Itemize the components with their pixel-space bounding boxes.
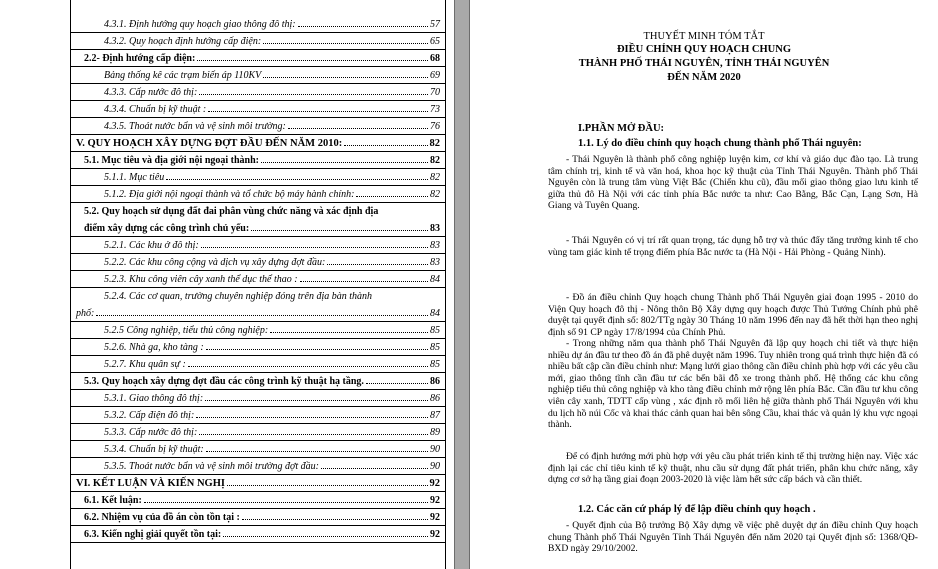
toc-page-number: 92	[430, 495, 440, 506]
toc-entry-title: 5.3. Quy hoạch xây dựng đợt đầu các công trình kỹ thuật hạ tầng.	[84, 376, 364, 387]
toc-page	[0, 0, 454, 569]
page-separator	[454, 0, 470, 569]
toc-entry-title: Bảng thống kê các trạm biến áp 110KV	[104, 70, 262, 81]
toc-dot-leader	[199, 84, 428, 95]
toc-row	[70, 390, 446, 407]
toc-row	[70, 458, 446, 475]
toc-entry-title: 5.2.6. Nhà ga, kho tàng :	[104, 342, 204, 353]
toc-entry-title: 5.1.2. Địa giới nội ngoại thành và tổ chức bộ máy hành chính:	[104, 189, 355, 200]
toc-row	[70, 254, 446, 271]
toc-row	[70, 373, 446, 390]
toc-dot-leader	[251, 220, 428, 231]
toc-row	[70, 169, 446, 186]
toc-entry-title: 5.2.7. Khu quân sự :	[104, 359, 186, 370]
toc-dot-leader	[263, 33, 428, 44]
toc-entry-title: 6.1. Kết luận:	[84, 495, 142, 506]
toc-dot-leader	[188, 356, 428, 367]
paragraph-5: Để có định hướng mới phù hợp với yêu cầu phát triển kinh tế thị trường hiện nay. Việc xác định lại các chỉ tiêu kinh tế kỹ thuật, nhu cầu sử dụng đất phát triển, phân khu chức năng, xây dựng cơ sở hạ tầng giai đoạn 2003-2020 là việc làm hết sức cấp bách và cần thiết.	[548, 451, 918, 486]
toc-entry-title: 4.3.3. Cấp nước đô thị:	[104, 87, 198, 98]
toc-entry-title: VI. KẾT LUẬN VÀ KIẾN NGHỊ	[76, 478, 225, 489]
toc-row	[70, 288, 446, 322]
toc-dot-leader	[223, 526, 428, 537]
toc-dot-leader	[344, 135, 428, 146]
toc-page-number: 82	[430, 155, 440, 166]
toc-dot-leader	[208, 101, 428, 112]
toc-row	[70, 16, 446, 33]
toc-row	[70, 186, 446, 203]
toc-entry-title: 5.3.2. Cấp điện đô thị:	[104, 410, 195, 421]
toc-dot-leader	[199, 424, 428, 435]
toc-entry-title: 2.2- Định hướng cấp điện:	[84, 53, 196, 64]
toc-entry-title-continued: điểm xây dựng các công trình chủ yếu:	[84, 223, 250, 234]
toc-row	[70, 356, 446, 373]
toc-entry-title: 5.3.1. Giao thông đô thị:	[104, 393, 204, 404]
paragraph-3: - Đồ án điều chỉnh Quy hoạch chung Thành phố Thái Nguyên giai đoạn 1995 - 2010 do Viện Quy hoạch đô thị - Nông thôn Bộ Xây dựng quy hoạch được Thủ Tướng Chính phủ phê duyệt tại quyết định số: 802/TTg ngày 30 Tháng 10 năm 1996 đến nay đã hết thời hạn theo nghị định số 91 CP ngày 17/8/1994 của Chính Phủ.	[548, 292, 918, 338]
toc-entry-title: 5.2.5 Công nghiệp, tiểu thủ công nghiệp:	[104, 325, 269, 336]
toc-page-number: 85	[430, 359, 440, 370]
toc-dot-leader	[270, 322, 428, 333]
toc-page-number: 70	[430, 87, 440, 98]
toc-row	[70, 84, 446, 101]
toc-row	[70, 118, 446, 135]
toc-row	[70, 407, 446, 424]
toc-row	[70, 203, 446, 237]
toc-dot-leader	[288, 118, 428, 129]
toc-page-number: 86	[430, 376, 440, 387]
toc-page-number: 89	[430, 427, 440, 438]
toc-row	[70, 509, 446, 526]
toc-row	[70, 526, 446, 543]
toc-dot-leader	[261, 152, 428, 163]
toc-entry-title: 6.2. Nhiệm vụ của đồ án còn tồn tại :	[84, 512, 240, 523]
toc-row	[70, 101, 446, 118]
toc-row	[70, 441, 446, 458]
toc-dot-leader	[366, 373, 428, 384]
toc-entry-title: V. QUY HOẠCH XÂY DỰNG ĐỢT ĐẦU ĐẾN NĂM 2010:	[76, 138, 343, 149]
toc-dot-leader	[201, 237, 428, 248]
toc-dot-leader	[197, 50, 428, 61]
toc-entry-title: 5.3.5. Thoát nước bẩn và vệ sinh môi trường đợt đầu:	[104, 461, 319, 472]
toc-dot-leader	[227, 475, 428, 486]
toc-dot-leader	[327, 254, 428, 265]
toc-entry-title: 5.3.4. Chuẩn bị kỹ thuật:	[104, 444, 204, 455]
toc-entry-title: 4.3.5. Thoát nước bẩn và vệ sinh môi trường:	[104, 121, 286, 132]
toc-page-number: 83	[430, 257, 440, 268]
toc-entry-title: 5.2. Quy hoạch sử dụng đất đai phân vùng chức năng và xác định địa	[84, 206, 379, 217]
toc-row	[70, 50, 446, 67]
toc-row	[70, 475, 446, 492]
doc-header-line-3: THÀNH PHỐ THÁI NGUYÊN, TỈNH THÁI NGUYÊN	[578, 58, 830, 69]
toc-dot-leader	[96, 305, 428, 316]
toc-row	[70, 135, 446, 152]
toc-page-number: 87	[430, 410, 440, 421]
doc-header-line-1: THUYẾT MINH TÓM TẮT	[643, 31, 765, 42]
toc-row	[70, 322, 446, 339]
toc-page-number: 65	[430, 36, 440, 47]
subsection-heading-1: 1.1. Lý do điều chỉnh quy hoạch chung thành phố Thái nguyên:	[578, 138, 862, 149]
toc-page-number: 76	[430, 121, 440, 132]
toc-entry-title-continued: phố:	[76, 308, 95, 319]
toc-dot-leader	[206, 339, 428, 350]
toc-page-number: 92	[429, 478, 440, 489]
toc-page-number: 92	[430, 529, 440, 540]
toc-row	[70, 237, 446, 254]
toc-row	[70, 339, 446, 356]
toc-page-number: 68	[430, 53, 440, 64]
toc-page-number: 82	[430, 189, 440, 200]
toc-page-number: 90	[430, 461, 440, 472]
toc-page-number: 85	[430, 325, 440, 336]
toc-page-number: 85	[430, 342, 440, 353]
toc-page-number: 82	[429, 138, 440, 149]
toc-row	[70, 67, 446, 84]
toc-page-number: 83	[430, 223, 440, 234]
toc-entry-title: 5.2.3. Khu công viên cây xanh thể dục thể thao :	[104, 274, 298, 285]
section-heading: I.PHẦN MỞ ĐẦU:	[578, 123, 665, 134]
toc-page-number: 92	[430, 512, 440, 523]
toc-entry-title: 5.3.3. Cấp nước đô thị:	[104, 427, 198, 438]
toc-row	[70, 271, 446, 288]
toc-entry-title: 5.2.1. Các khu ở đô thị:	[104, 240, 199, 251]
toc-entry-title: 4.3.2. Quy hoạch định hướng cấp điện:	[104, 36, 262, 47]
toc-page-number: 69	[430, 70, 440, 81]
toc-page-number: 83	[430, 240, 440, 251]
toc-dot-leader	[300, 271, 428, 282]
toc-page-number: 90	[430, 444, 440, 455]
toc-dot-leader	[144, 492, 428, 503]
toc-entry-title: 6.3. Kiến nghị giải quyết tồn tại:	[84, 529, 222, 540]
toc-dot-leader	[205, 390, 428, 401]
paragraph-6: - Quyết định của Bộ trưởng Bộ Xây dựng về việc phê duyệt dự án điều chỉnh Quy hoạch chung Thành phố Thái Nguyên Tỉnh Thái Nguyên đến năm 2020 tại Quyết định số: 1368/QĐ-BXD ngày 29/10/2002.	[548, 520, 918, 555]
toc-dot-leader	[356, 186, 428, 197]
toc-page-number: 73	[430, 104, 440, 115]
toc-entry-title: 5.2.2. Các khu công cộng và dịch vụ xây dựng đợt đầu:	[104, 257, 326, 268]
toc-row	[70, 424, 446, 441]
paragraph-2: - Thái Nguyên có vị trí rất quan trọng, tác dụng hỗ trợ và thúc đẩy tăng trưởng kinh tế cho vùng tam giác kinh tế trọng điểm phía Bắc nước ta (Hà Nội - Hải Phòng - Quảng Ninh).	[548, 235, 918, 258]
toc-dot-leader	[242, 509, 428, 520]
subsection-heading-2: 1.2. Các căn cứ pháp lý để lập điều chỉnh quy hoạch .	[578, 504, 816, 515]
toc-entry-title: 5.1.1. Mục tiêu	[104, 172, 165, 183]
toc-page-number: 57	[430, 19, 440, 30]
toc-entry-title: 4.3.4. Chuẩn bị kỹ thuật :	[104, 104, 207, 115]
toc-dot-leader	[196, 407, 428, 418]
toc-dot-leader	[321, 458, 428, 469]
toc-entry-title: 5.1. Mục tiêu và địa giới nội ngoại thành:	[84, 155, 260, 166]
paragraph-1: - Thái Nguyên là thành phố công nghiệp luyện kim, cơ khí và giáo dục đào tạo. Là trung tâm chính trị, kinh tế và văn hoá, khoa học kỹ thuật của Tỉnh Thái Nguyên. Thành phố Thái Nguyên còn là trung tâm vùng Việt Bắc (Chiến khu cũ), đầu mối giao thông giao lưu kinh tế giữa thủ đô Hà Nội với các tỉnh phía Bắc nước ta như: Cao Bằng, Bắc Cạn, Lạng Sơn, Hà Giang và Tuyên Quang.	[548, 154, 918, 212]
toc-page-number: 84	[430, 274, 440, 285]
toc-dot-leader	[166, 169, 428, 180]
toc-dot-leader	[263, 67, 428, 78]
toc-entry-title: 4.3.1. Định hướng quy hoạch giao thông đô thị:	[104, 19, 296, 30]
toc-page-number: 84	[430, 308, 440, 319]
doc-header-line-2: ĐIỀU CHỈNH QUY HOẠCH CHUNG	[616, 44, 792, 55]
toc-row	[70, 152, 446, 169]
document-page	[470, 0, 938, 569]
toc-entry-title: 5.2.4. Các cơ quan, trường chuyên nghiệp đóng trên địa bàn thành	[104, 291, 373, 302]
toc-row	[70, 492, 446, 509]
toc-dot-leader	[206, 441, 428, 452]
toc-page-number: 82	[430, 172, 440, 183]
toc-dot-leader	[298, 16, 428, 27]
toc-row	[70, 33, 446, 50]
paragraph-4: - Trong những năm qua thành phố Thái Nguyên đã lập quy hoạch chi tiết và thực hiện nhiều dự án đầu tư theo đồ án đã phê duyệt năm 1996. Tuy nhiên trong quá trình thực hiện đã có nhiều bất cập cần điều chỉnh như: Mạng lưới giao thông cần điều chỉnh phù hợp với các yêu cầu mới, giao thông tĩnh cần đầu tư các bến bãi đỗ xe trong thành phố. Hệ thống các khu công nghiệp tiểu thủ công nghiệp và kho tàng điều chỉnh mở rộng lên phía Bắc. Cần đầu tư khu công viên cây xanh, TDTT cấp vùng , xác định rõ mối liên hệ giữa thành phố Thái Nguyên với khu du lịch hồ núi Cốc và khai thác cảnh quan hai bên sông Cầu, khai thác và quản lý khu vực ngoại thành.	[548, 338, 918, 431]
toc-page-number: 86	[430, 393, 440, 404]
doc-header-line-4: ĐẾN NĂM 2020	[667, 72, 741, 83]
